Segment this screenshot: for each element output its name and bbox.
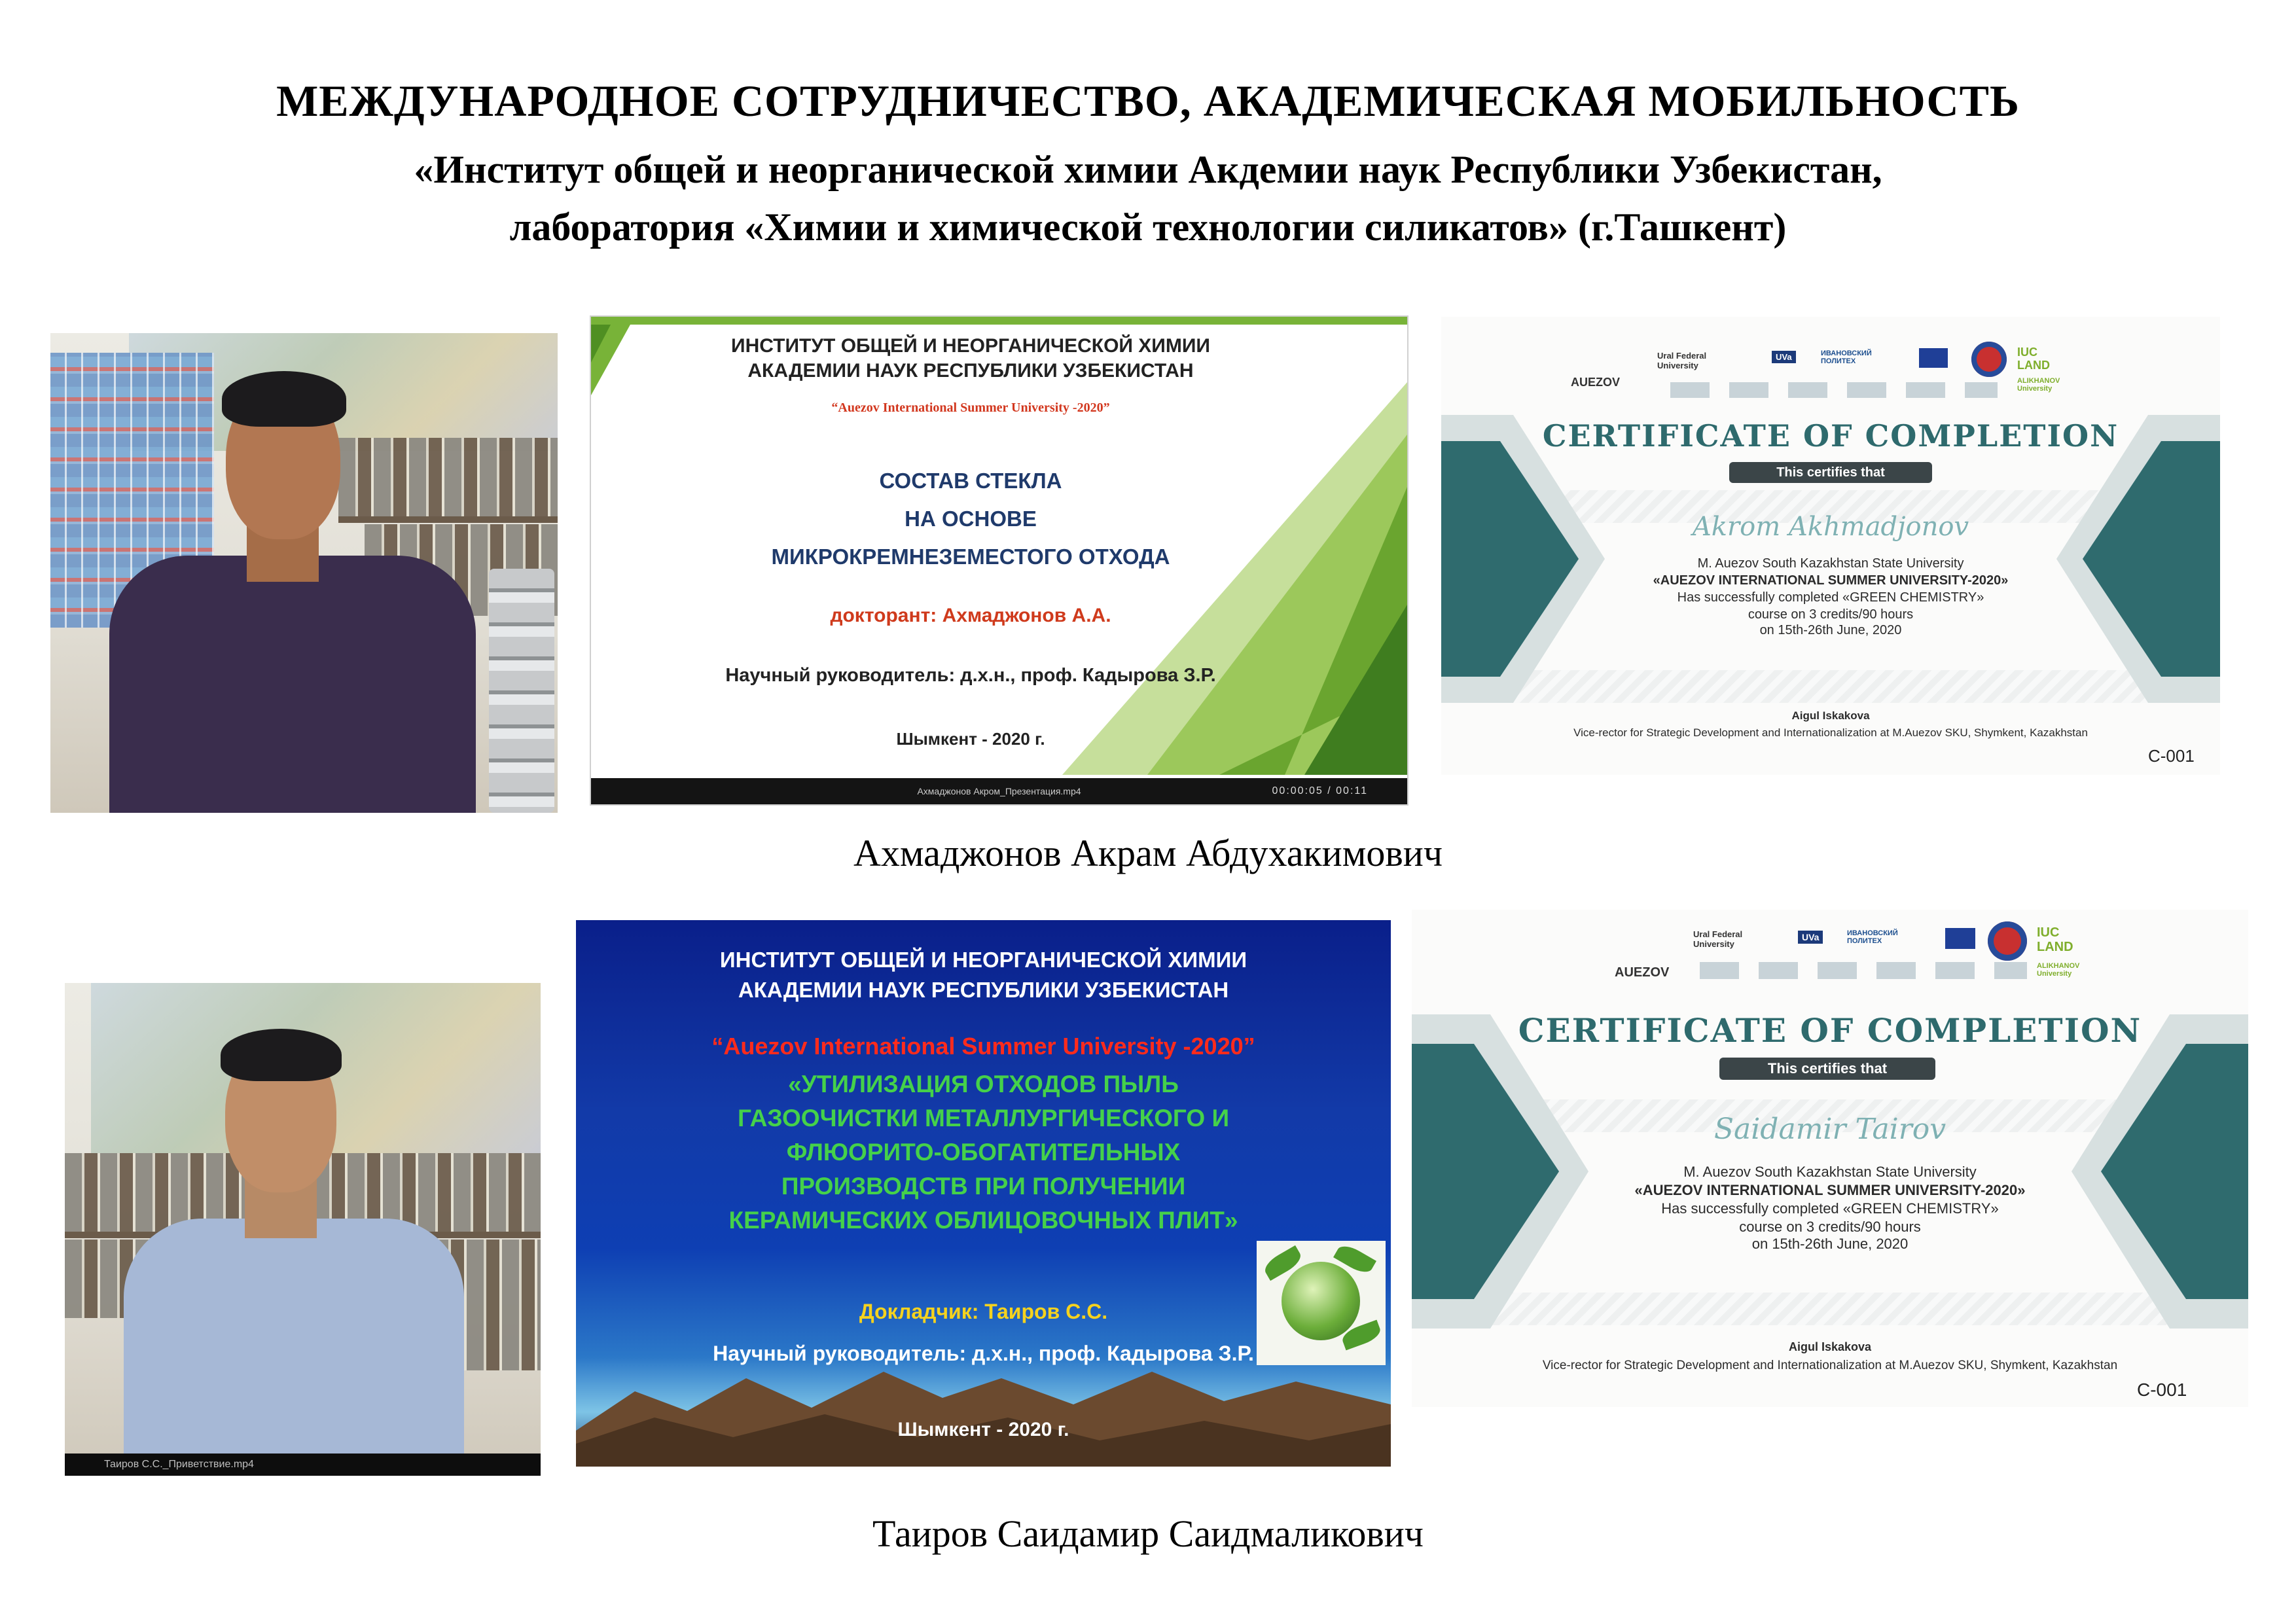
ural-logo: Ural Federal University	[1693, 929, 1743, 949]
eu-flag-icon	[1945, 928, 1975, 949]
cert-completed: Has successfully completed «GREEN CHEMISTRY»	[1661, 1200, 1999, 1217]
slide-supervisor: Научный руководитель: д.х.н., проф. Кадырова З.Р.	[725, 665, 1216, 686]
slide-institute-line2: АКАДЕМИИ НАУК РЕСПУБЛИКИ УЗБЕКИСТАН	[738, 978, 1229, 1002]
cert-code: C-001	[2137, 1380, 2187, 1400]
cert-credits: course on 3 credits/90 hours	[1739, 1219, 1921, 1235]
alikhanov-logo: ALIKHANOV University	[2017, 377, 2060, 393]
partner-logos-row	[1700, 962, 2027, 979]
certificate-akhmadjonov	[1441, 317, 2220, 775]
cert-dates: on 15th-26th June, 2020	[1751, 1236, 1909, 1252]
slide-event: “Auezov International Summer University -2020”	[831, 401, 1110, 415]
presentation-slide-ceramics	[576, 920, 1391, 1467]
video-player-bar[interactable]	[591, 778, 1407, 804]
slide-institute-line2: АКАДЕМИИ НАУК РЕСПУБЛИКИ УЗБЕКИСТАН	[747, 360, 1194, 382]
page-subtitle-line2: лаборатория «Химии и химической технологии силикатов» (г.Ташкент)	[509, 205, 1787, 249]
slide-topic-line1: СОСТАВ СТЕКЛА	[879, 469, 1062, 493]
slide-speaker: Докладчик: Таиров С.С.	[859, 1300, 1108, 1323]
ivanovo-logo: ИВАНОВСКИЙ ПОЛИТЕХ	[1821, 349, 1872, 365]
slide-topic-line2: ГАЗООЧИСТКИ МЕТАЛЛУРГИЧЕСКОГО И	[737, 1105, 1230, 1132]
slide-institute-line1: ИНСТИТУТ ОБЩЕЙ И НЕОРГАНИЧЕСКОЙ ХИМИИ	[719, 948, 1247, 972]
cert-university: M. Auezov South Kazakhstan State University	[1683, 1164, 1977, 1180]
cert-program: «AUEZOV INTERNATIONAL SUMMER UNIVERSITY-2020»	[1634, 1182, 2026, 1198]
certificate-recipient: Saidamir Tairov	[1713, 1113, 1946, 1146]
cert-program: «AUEZOV INTERNATIONAL SUMMER UNIVERSITY-2020»	[1653, 573, 2009, 588]
page-subtitle-line1: «Институт общей и неорганической химии Акдемии наук Республики Узбекистан,	[414, 148, 1882, 191]
presentation-slide-glass	[591, 317, 1407, 804]
uva-logo: UVa	[1798, 931, 1823, 944]
certificate-title: CERTIFICATE OF COMPLETION	[1518, 1011, 2142, 1050]
slide-speaker: докторант: Ахмаджонов А.А.	[830, 605, 1111, 626]
ural-logo: Ural Federal University	[1657, 351, 1707, 370]
slide-topic-line1: «УТИЛИЗАЦИЯ ОТХОДОВ ПЫЛЬ	[788, 1071, 1179, 1097]
certifies-pill: This certifies that	[1729, 462, 1932, 483]
certificate-tairov	[1412, 910, 2248, 1407]
slide-topic-line2: НА ОСНОВЕ	[905, 507, 1037, 531]
certificate-title: CERTIFICATE OF COMPLETION	[1542, 418, 2119, 454]
cert-signer-title: Vice-rector for Strategic Development and Internationalization at M.Auezov SKU, Shymkent, Kazakhstan	[1542, 1359, 2118, 1372]
camera-video-filename: Таиров С.С._Приветствие.mp4	[65, 1454, 541, 1476]
slide-topic-line3: ФЛЮОРИТО-ОБОГАТИТЕЛЬНЫХ	[786, 1139, 1181, 1166]
video-time: 00:00:05 / 00:11	[1272, 785, 1368, 796]
cert-dates: on 15th-26th June, 2020	[1759, 623, 1902, 637]
cert-completed: Has successfully completed «GREEN CHEMISTRY»	[1677, 590, 1984, 605]
cert-teal-chevrons	[1412, 910, 2248, 1407]
slide-city-year: Шымкент - 2020 г.	[896, 729, 1045, 749]
iuc-land-logo: IUC LAND	[2017, 346, 2050, 372]
ivanovo-logo: ИВАНОВСКИЙ ПОЛИТЕХ	[1847, 929, 1898, 945]
slide-topic-line3: МИКРОКРЕМНЕЗЕМЕСТОГО ОТХОДА	[771, 544, 1170, 569]
webcam-photo-akhmadjonov	[50, 333, 558, 813]
seal-icon	[1988, 921, 2027, 961]
green-globe-image	[1257, 1241, 1386, 1365]
cert-signer-title: Vice-rector for Strategic Development and Internationalization at M.Auezov SKU, Shymkent, Kazakhstan	[1573, 726, 2088, 739]
cert-signer: Aigul Iskakova	[1791, 709, 1870, 722]
cert-signer: Aigul Iskakova	[1788, 1340, 1872, 1353]
certificate-recipient: Akrom Akhmadjonov	[1692, 512, 1969, 542]
slide-topic-line5: КЕРАМИЧЕСКИХ ОБЛИЦОВОЧНЫХ ПЛИТ»	[728, 1207, 1238, 1234]
certifies-pill: This certifies that	[1719, 1058, 1935, 1080]
slide-supervisor: Научный руководитель: д.х.н., проф. Кадырова З.Р.	[713, 1342, 1254, 1365]
partner-logos-row	[1670, 382, 1998, 398]
seal-icon	[1971, 342, 2007, 377]
cert-code: C-001	[2148, 746, 2195, 766]
iuc-land-logo: IUC LAND	[2037, 925, 2073, 954]
video-filename: Ахмаджонов Акром_Презентация.mp4	[917, 786, 1081, 796]
page-title: МЕЖДУНАРОДНОЕ СОТРУДНИЧЕСТВО, АКАДЕМИЧЕСКАЯ МОБИЛЬНОСТЬ	[276, 76, 2020, 126]
participant-name-1: Ахмаджонов Акрам Абдухакимович	[853, 832, 1443, 874]
slide-topic-line4: ПРОИЗВОДСТВ ПРИ ПОЛУЧЕНИИ	[781, 1173, 1186, 1200]
auezov-logo: AUEZOV	[1571, 376, 1621, 389]
eu-flag-icon	[1919, 348, 1948, 368]
uva-logo: UVa	[1772, 351, 1796, 363]
slide-city-year: Шымкент - 2020 г.	[897, 1419, 1069, 1440]
cert-university: M. Auezov South Kazakhstan State University	[1697, 556, 1964, 571]
cert-credits: course on 3 credits/90 hours	[1748, 607, 1914, 622]
auezov-logo: AUEZOV	[1615, 965, 1670, 980]
slide-event: “Auezov International Summer University -2020”	[711, 1033, 1255, 1060]
participant-name-2: Таиров Саидамир Саидмаликович	[872, 1512, 1424, 1555]
slide-institute-line1: ИНСТИТУТ ОБЩЕЙ И НЕОРГАНИЧЕСКОЙ ХИМИИ	[731, 335, 1210, 357]
alikhanov-logo: ALIKHANOV University	[2037, 962, 2080, 978]
webcam-photo-tairov	[65, 983, 541, 1476]
